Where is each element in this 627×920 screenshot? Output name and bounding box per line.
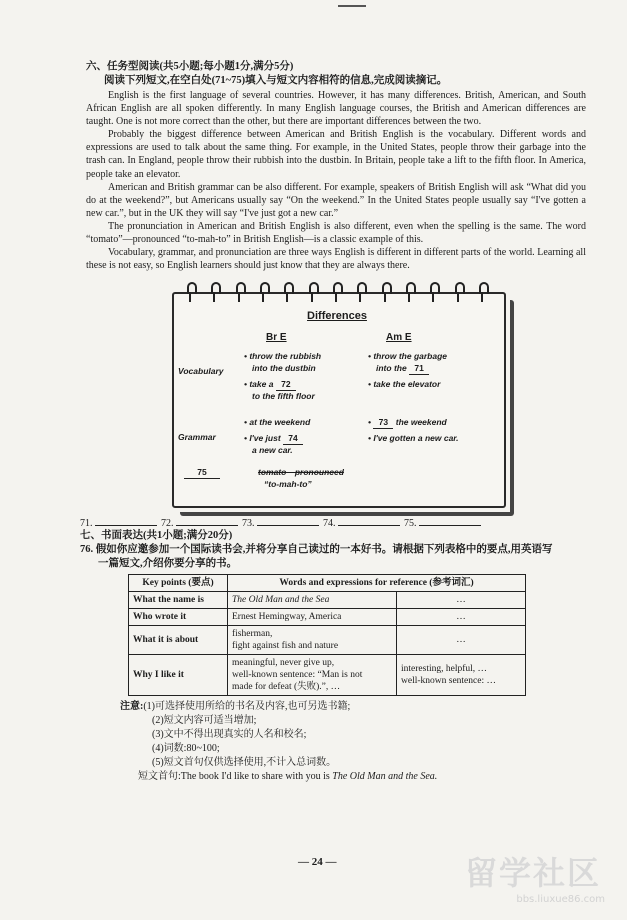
task-prompt-b: 一篇短文,介绍你要分享的书。 xyxy=(98,558,238,570)
vocab-bre-2b: to the fifth floor xyxy=(252,391,315,402)
answer-blanks xyxy=(80,518,586,529)
vocab-ame-1a: • throw the garbage xyxy=(368,351,448,362)
first-sentence: 短文首句:The book I'd like to share with you is The Old Man and the Sea. xyxy=(138,771,438,783)
ring-icon xyxy=(332,280,340,302)
gram-ame-1: • 73 the weekend xyxy=(368,417,447,428)
blank-74[interactable]: 74 xyxy=(283,432,303,445)
ref-cell: fisherman, fight against fish and nature xyxy=(228,626,397,655)
table-row xyxy=(129,592,526,609)
blank-75[interactable]: 75 xyxy=(184,466,220,479)
pronunciation-row xyxy=(184,466,220,479)
passage-paragraph: The pronunciation in American and British English is also different, even when the spelling is the same. The word “tomato”—pronounced “to-mah-to” in British English—is a classic example of this. xyxy=(86,220,586,246)
answer-line-72[interactable] xyxy=(176,525,238,526)
passage-paragraph: American and British grammar can be also different. For example, speakers of British English will ask “What did you do at the weekend?”, but Americans usually say “On the weekend.” In the United States people usually say “I've gotten a new car.”, but in the UK they will say “I've just got a new car.” xyxy=(86,181,586,219)
ref-cell: meaningful, never give up, well-known sentence: “Man is not made for defeat (失败).”, … xyxy=(228,655,397,696)
table-row xyxy=(129,626,526,655)
ring-icon xyxy=(210,280,218,302)
page-number: — 24 — xyxy=(298,856,337,868)
row-label-grammar: Grammar xyxy=(178,432,216,443)
gram-bre-2a: • I've just 74 xyxy=(244,432,303,445)
task-prompt-a: 76. 假如你应邀参加一个国际读书会,并将分享自己读过的一本好书。请根据下列表格中的要点,用英语写 xyxy=(80,544,553,556)
ref-extra-cell: interesting, helpful, … well-known sentence: … xyxy=(397,655,526,696)
watermark-url: bbs.liuxue86.com xyxy=(516,894,605,905)
header-reference: Words and expressions for reference (参考词汇) xyxy=(228,575,526,592)
tomato-line-b: “to-mah-to” xyxy=(264,479,312,490)
table-header-row xyxy=(129,575,526,592)
section6-heading: 六、任务型阅读(共5小题;每小题1分,满分5分) xyxy=(86,61,294,72)
vocab-bre-2a: • take a 72 xyxy=(244,378,296,391)
ring-icon xyxy=(259,280,267,302)
differences-notebook xyxy=(172,280,506,510)
note-line: (2)短文内容可适当增加; xyxy=(152,715,257,727)
ring-icon xyxy=(235,280,243,302)
watermark-text: 留学社区 xyxy=(465,854,602,892)
gram-bre-2b: a new car. xyxy=(252,445,293,456)
blank-73[interactable]: 73 xyxy=(373,416,393,429)
notes-block xyxy=(120,700,586,784)
ref-extra-cell: … xyxy=(397,609,526,626)
note-line: 注意:(1)可选择使用所给的书名及内容,也可另选书籍; xyxy=(120,701,351,713)
answer-line-71[interactable] xyxy=(95,525,157,526)
gram-bre-1: • at the weekend xyxy=(244,417,311,428)
header-key-points: Key points (要点) xyxy=(129,575,228,592)
ring-icon xyxy=(283,280,291,302)
top-crop-mark xyxy=(338,0,366,7)
ref-cell: Ernest Hemingway, America xyxy=(228,609,397,626)
column-header-bre: Br E xyxy=(266,332,287,344)
ref-extra-cell: … xyxy=(397,626,526,655)
ring-icon xyxy=(429,280,437,302)
ring-icon xyxy=(186,280,194,302)
key-cell: Who wrote it xyxy=(129,609,228,626)
vocab-ame-1b: into the 71 xyxy=(376,362,429,375)
note-line: (5)短文首句仅供选择使用,不计入总词数。 xyxy=(152,757,337,769)
column-header-ame: Am E xyxy=(386,332,412,344)
key-cell: What it is about xyxy=(129,626,228,655)
row-label-vocabulary: Vocabulary xyxy=(178,366,224,377)
ring-icon xyxy=(308,280,316,302)
answer-label: 71. xyxy=(80,518,93,530)
page-content xyxy=(80,60,586,784)
key-cell: Why I like it xyxy=(129,655,228,696)
answer-label: 73. xyxy=(242,518,255,530)
ring-icon xyxy=(478,280,486,302)
table-row xyxy=(129,609,526,626)
blank-72[interactable]: 72 xyxy=(276,378,296,391)
spiral-rings xyxy=(186,280,486,306)
note-line: (4)词数:80~100; xyxy=(152,743,220,755)
answer-label: 75. xyxy=(404,518,417,530)
answer-label: 74. xyxy=(323,518,336,530)
tomato-line-a: tomato—pronounced xyxy=(258,467,344,478)
ref-cell: The Old Man and the Sea xyxy=(228,592,397,609)
answer-line-75[interactable] xyxy=(419,525,481,526)
ring-icon xyxy=(356,280,364,302)
key-points-table xyxy=(128,574,526,696)
watermark-logo xyxy=(465,848,605,905)
ring-icon xyxy=(454,280,462,302)
gram-ame-2: • I've gotten a new car. xyxy=(368,433,459,444)
notebook-title: Differences xyxy=(307,310,367,323)
table-row xyxy=(129,655,526,696)
note-line: (3)文中不得出现真实的人名和校名; xyxy=(152,729,307,741)
passage-paragraph: English is the first language of several countries. However, it has many differences. British, American, and South African English are all spoken differently. In many English language courses, the British and American differences are taught. One is not more correct than the other, but there are important differences between the two. xyxy=(86,90,586,128)
passage-paragraph: Probably the biggest difference between American and British English is the vocabulary. Different words and expressions are used to talk about the same thing. For example, in the United States, people throw their garbage into the trash can. In England, people throw their rubbish into the dustbin. In Britain, people take a lift to the fifth floor. In America, people take an elevator. xyxy=(86,129,586,180)
ring-icon xyxy=(381,280,389,302)
vocab-bre-1a: • throw the rubbish xyxy=(244,351,322,362)
answer-line-74[interactable] xyxy=(338,525,400,526)
answer-label: 72. xyxy=(161,518,174,530)
section6-instruction: 阅读下列短文,在空白处(71~75)填入与短文内容相符的信息,完成阅读摘记。 xyxy=(104,75,448,86)
vocab-ame-2: • take the elevator xyxy=(368,379,441,390)
key-cell: What the name is xyxy=(129,592,228,609)
passage-paragraph: Vocabulary, grammar, and pronunciation are three ways English is different in different parts of the world. Learning all these is not easy, so English learners should just know that they are always there. xyxy=(86,247,586,272)
vocab-bre-1b: into the dustbin xyxy=(252,363,316,374)
section7 xyxy=(80,529,586,784)
ring-icon xyxy=(405,280,413,302)
ref-extra-cell: … xyxy=(397,592,526,609)
answer-line-73[interactable] xyxy=(257,525,319,526)
blank-71[interactable]: 71 xyxy=(409,362,429,375)
section7-heading: 七、书面表达(共1小题;满分20分) xyxy=(80,530,233,542)
